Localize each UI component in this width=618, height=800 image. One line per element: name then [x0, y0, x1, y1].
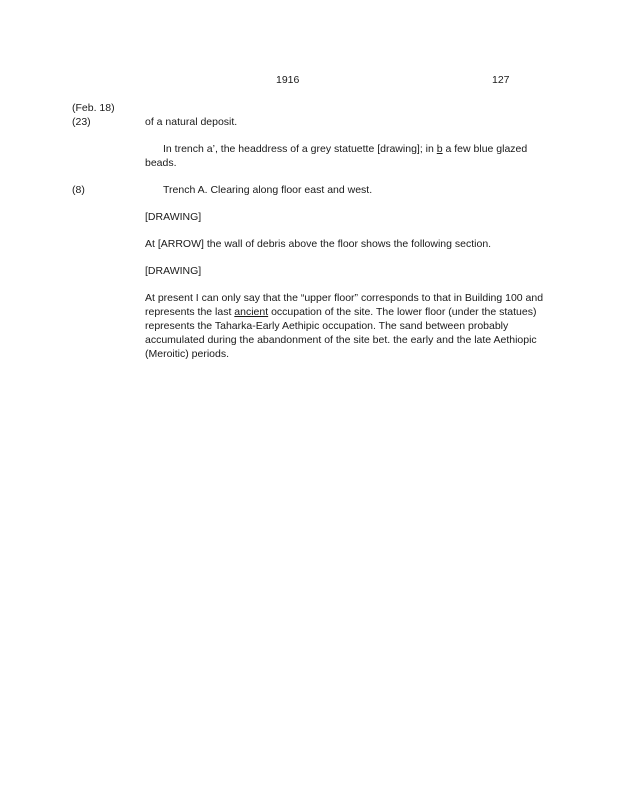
- p2-text-before: In trench a’, the headdress of a grey statuette [drawing]; in: [163, 143, 437, 155]
- margin-entry-8: (8): [72, 184, 85, 196]
- drawing-placeholder-2: [DRAWING]: [145, 265, 202, 277]
- p7-text-after: occupation of the site. The lower floor (under the statues) represents the Taharka-Early Aethipic occupation. The sand between probably accumulated during the abandonment of the site bet. the early and the late Aethiopic (Meroitic) periods.: [145, 306, 537, 360]
- header-year: 1916: [276, 74, 300, 86]
- paragraph-trench-a-clearing: Trench A. Clearing along floor east and west.: [163, 184, 373, 196]
- p7-underlined-text: ancient: [234, 306, 269, 318]
- paragraph-upper-floor: [145, 291, 545, 361]
- p2-text-after: a few blue glazed beads.: [145, 143, 528, 169]
- paragraph-trench-a-prime: [145, 142, 545, 170]
- paragraph-arrow-section: At [ARROW] the wall of debris above the floor shows the following section.: [145, 238, 492, 250]
- drawing-placeholder-1: [DRAWING]: [145, 211, 202, 223]
- margin-entry-23: (23): [72, 116, 91, 128]
- p7-text-before: At present I can only say that the “upper floor” corresponds to that in Building 100 and represents the last: [145, 292, 544, 318]
- page-number: 127: [492, 74, 510, 86]
- margin-date: (Feb. 18): [72, 102, 115, 114]
- p2-underlined-text: b: [436, 143, 443, 155]
- paragraph-natural-deposit: of a natural deposit.: [145, 116, 238, 128]
